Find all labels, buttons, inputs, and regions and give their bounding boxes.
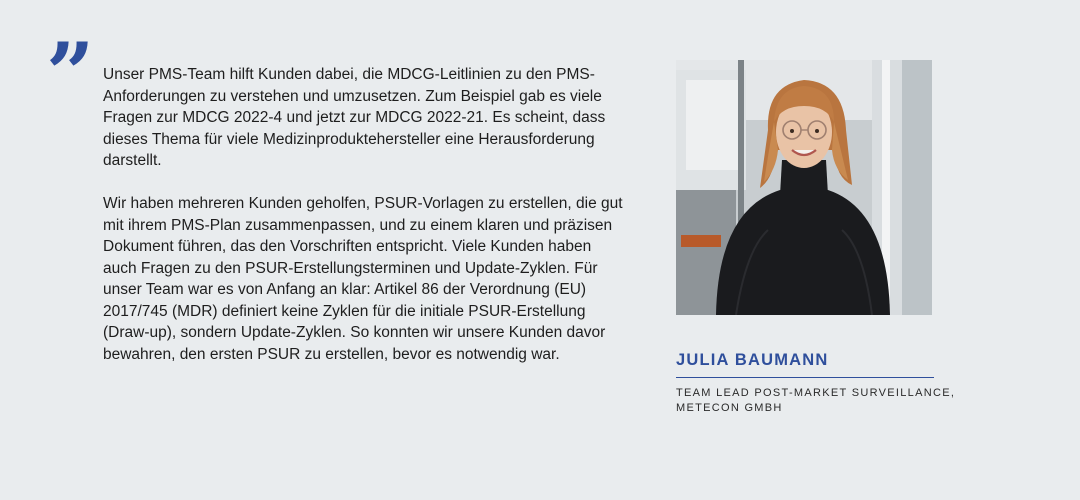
portrait-photo [676,60,932,315]
person-role-line-2: METECON GMBH [676,402,783,414]
quote-mark-icon: ” [46,24,89,123]
quote-paragraph-1: Unser PMS-Team hilft Kunden dabei, die MDCG-Leitlinien zu den PMS-Anforderungen zu verstehen und umzusetzen. Zum Beispiel gab es viele Fragen zur MDCG 2022-4 und jetzt zur MDCG 2022-21. Es scheint, dass dieses Thema für viele Medizinproduktehersteller eine Herausforderung darstellt. [103,66,606,169]
person-name: JULIA BAUMANN [676,351,934,378]
person-role [676,386,966,416]
person-role-line-1: TEAM LEAD POST-MARKET SURVEILLANCE, [676,387,956,399]
testimonial-quote [103,64,623,387]
quote-paragraph-2: Wir haben mehreren Kunden geholfen, PSUR-Vorlagen zu erstellen, die gut mit ihrem PMS-Plan zusammenpassen, und zu einem klaren und präzisen Dokument führen, das den Vorschriften entspricht. Viele Kunden haben auch Fragen zu den PSUR-Erstellungsterminen und Update-Zyklen. Für unser Team war es von Anfang an klar: Artikel 86 der Verordnung (EU) 2017/745 (MDR) definiert keine Zyklen für die initiale PSUR-Erstellung (Draw-up), sondern Update-Zyklen. So konnten wir unsere Kunden davor bewahren, den ersten PSUR zu erstellen, bevor es notwendig war. [103,195,623,363]
